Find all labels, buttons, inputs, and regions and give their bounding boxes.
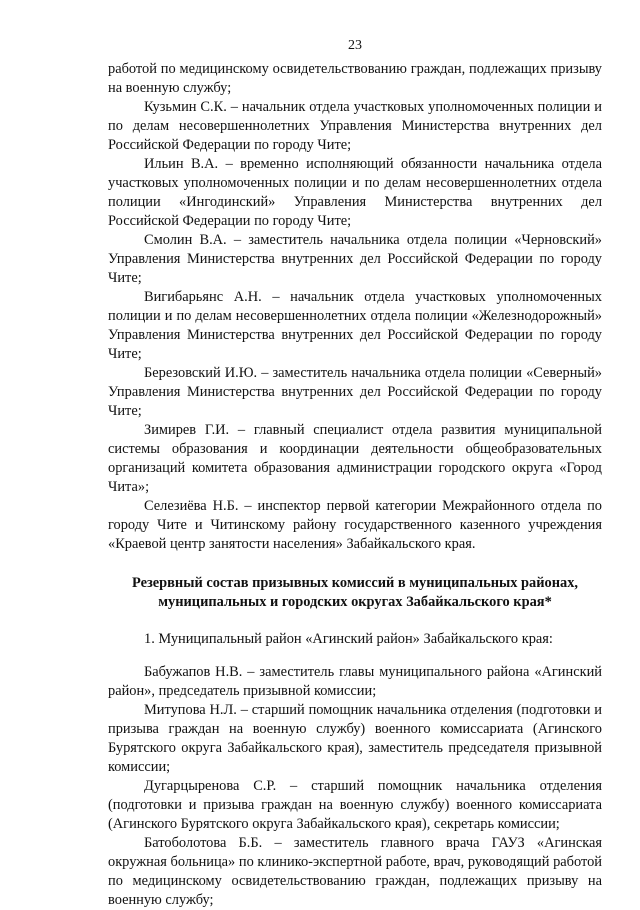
member-paragraph: Вигибарьянс А.Н. – начальник отдела участковых уполномоченных полиции и по делам несовершеннолетних отдела полиции «Железнодорожный» Управления Министерства внутренних дел Российской Федерации по городу Чите; (108, 289, 602, 362)
section-heading-line-1: Резервный состав призывных комиссий в муниципальных районах, (131, 575, 578, 591)
paragraph-continuation: работой по медицинскому освидетельствованию граждан, подлежащих призыву на военную службу; (108, 61, 602, 96)
member-paragraph: Березовский И.Ю. – заместитель начальника отдела полиции «Северный» Управления Министерства внутренних дел Российской Федерации по городу Чите; (108, 365, 602, 419)
page-number: 23 (348, 38, 362, 53)
member-paragraph: Бабужапов Н.В. – заместитель главы муниципального района «Агинский район», председатель призывной комиссии; (108, 664, 602, 699)
member-paragraph: Батоболотова Б.Б. – заместитель главного врача ГАУЗ «Агинская окружная больница» по клинико-экспертной работе, врач, руководящий работой по медицинскому освидетельствованию граждан, подлежащих призыву на военную службу; (108, 835, 602, 908)
member-paragraph: Смолин В.А. – заместитель начальника отдела полиции «Черновский» Управления Министерства внутренних дел Российской Федерации по городу Чите; (108, 232, 602, 286)
member-paragraph: Зимирев Г.И. – главный специалист отдела развития муниципальной системы образования и координации деятельности общеобразовательных организаций комитета образования администрации городского округа «Город Чита»; (108, 422, 602, 495)
member-paragraph: Митупова Н.Л. – старший помощник начальника отделения (подготовки и призыва граждан на военную службу) военного комиссариата (Агинского Бурятского округа Забайкальского края), заместитель председателя призывной комиссии; (108, 702, 602, 775)
member-paragraph: Кузьмин С.К. – начальник отдела участковых уполномоченных полиции и по делам несовершеннолетних Управления Министерства внутренних дел Российской Федерации по городу Чите; (108, 99, 602, 153)
member-paragraph: Селезиёва Н.Б. – инспектор первой категории Межрайонного отдела по городу Чите и Читинскому району государственного казенного учреждения «Краевой центр занятости населения» Забайкальского края. (108, 498, 602, 552)
district-title: 1. Муниципальный район «Агинский район» Забайкальского края: (144, 631, 553, 647)
section-heading-line-2: муниципальных и городских округах Забайкальского края* (158, 594, 552, 610)
member-paragraph: Ильин В.А. – временно исполняющий обязанности начальника отдела участковых уполномоченных полиции и по делам несовершеннолетних отдела полиции «Ингодинский» Управления Министерства внутренних дел Российской Федерации по городу Чите; (108, 156, 602, 229)
member-paragraph: Дугарцыренова С.Р. – старший помощник начальника отделения (подготовки и призыва граждан на военную службу) военного комиссариата (Агинского Бурятского округа Забайкальского края), секретарь комиссии; (108, 778, 602, 832)
section-heading (108, 574, 602, 612)
